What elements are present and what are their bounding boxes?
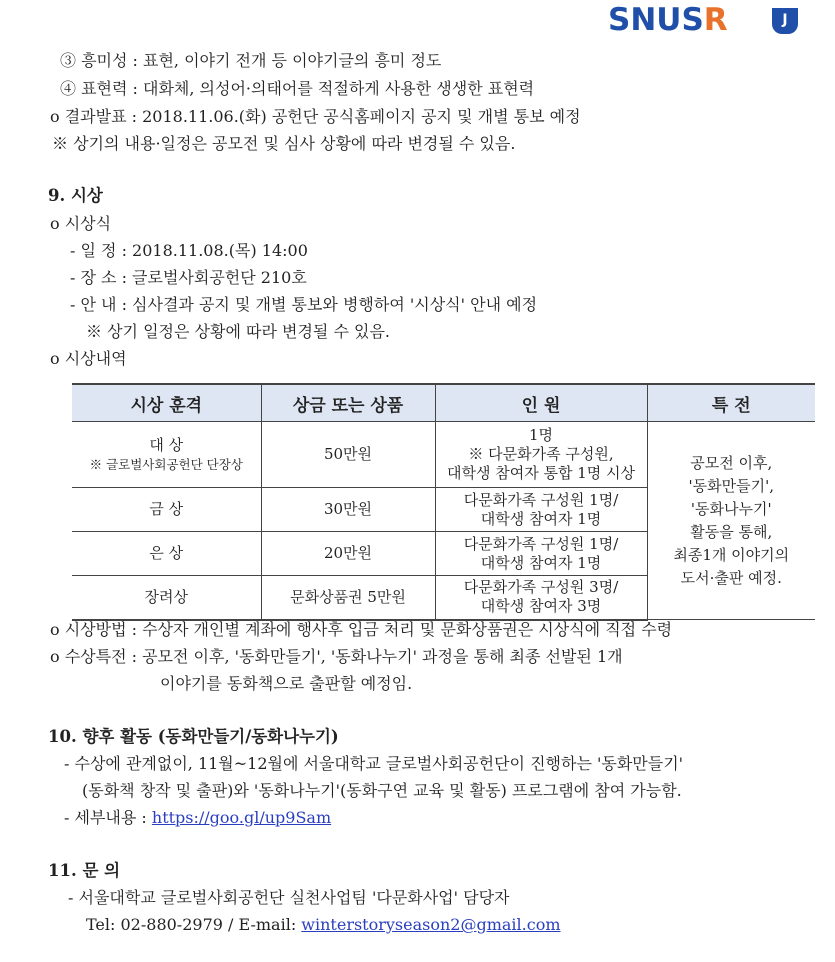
table-row — [72, 422, 815, 488]
header-award-grade: 시상 훈격 — [72, 384, 261, 422]
ceremony-guide: - 안 내 : 심사결과 공지 및 개별 통보와 병행하여 '시상식' 안내 예정 — [70, 295, 538, 314]
benefit-line: 활동을 통해, — [690, 522, 773, 541]
prize-cell: 20만원 — [261, 532, 435, 576]
contact-dept: - 서울대학교 글로벌사회공헌단 실천사업팀 '다문화사업' 담당자 — [68, 888, 510, 907]
award-benefit: o 수상특전 : 공모전 이후, '동화만들기', '동화나누기' 과정을 통해 최종 선발된 1개 — [50, 647, 623, 666]
activity-details — [64, 807, 331, 829]
contact-tel: Tel: 02-880-2979 / E-mail: — [86, 915, 302, 934]
people-line: ※ 다문화가족 구성원, — [468, 445, 614, 463]
benefit-line: '동화나누기' — [690, 499, 772, 518]
award-method: o 시상방법 : 수상자 개인별 계좌에 행사후 입금 처리 및 문화상품권은 시상식에 직접 수령 — [50, 620, 673, 639]
award-grade-note: ※ 글로벌사회공헌단 단장상 — [89, 456, 243, 472]
people-line: 대학생 참여자 통합 1명 시상 — [446, 464, 635, 482]
benefit-line: '동화만들기', — [688, 476, 774, 495]
people-line: 대학생 참여자 1명 — [480, 509, 602, 528]
table-header-row — [72, 384, 815, 422]
email-link[interactable]: winterstoryseason2@gmail.com — [301, 915, 561, 934]
people-cell — [435, 576, 647, 620]
logo-wordmark: SNUSR — [608, 2, 728, 38]
award-grade-cell — [72, 422, 261, 488]
people-cell — [435, 532, 647, 576]
benefit-cell — [647, 422, 815, 620]
logo-badge-icon: J — [772, 8, 798, 34]
award-grade: 장려상 — [72, 576, 261, 620]
benefit-line: 도서·출판 예정. — [680, 568, 782, 587]
prize-cell: 문화상품권 5만원 — [261, 576, 435, 620]
activity-desc-cont: (동화책 창작 및 출판)와 '동화나누기'(동화구연 교육 및 활동) 프로그램에 참여 가능함. — [82, 781, 682, 800]
schedule-notice: ※ 상기의 내용·일정은 공모전 및 심사 상황에 따라 변경될 수 있음. — [52, 134, 516, 153]
header-prize: 상금 또는 상품 — [261, 384, 435, 422]
award-table — [72, 383, 815, 621]
benefit-line: 최종1개 이야기의 — [673, 545, 790, 564]
people-cell — [435, 488, 647, 532]
ceremony-label: o 시상식 — [50, 214, 112, 233]
people-line: 다문화가족 구성원 1명/ — [463, 534, 619, 553]
people-line: 다문화가족 구성원 1명/ — [463, 490, 619, 509]
section-9-heading: 9. 시상 — [48, 186, 103, 205]
people-cell — [435, 422, 647, 488]
award-grade: 금 상 — [72, 488, 261, 532]
award-details-label: o 시상내역 — [50, 349, 127, 368]
section-11-heading: 11. 문 의 — [48, 861, 121, 880]
ceremony-notice: ※ 상기 일정은 상황에 따라 변경될 수 있음. — [86, 322, 390, 341]
benefit-line: 공모전 이후, — [690, 453, 773, 472]
criteria-interest: ③ 흥미성 : 표현, 이야기 전개 등 이야기글의 흥미 정도 — [60, 51, 442, 70]
prize-cell: 50만원 — [261, 422, 435, 488]
people-line: 다문화가족 구성원 3명/ — [463, 578, 619, 597]
award-grade: 대 상 — [149, 435, 184, 454]
header-benefit: 특 전 — [647, 384, 815, 422]
result-announcement: o 결과발표 : 2018.11.06.(화) 공헌단 공식홈페이지 공지 및 개별 통보 예정 — [50, 107, 581, 126]
ceremony-date: - 일 정 : 2018.11.08.(목) 14:00 — [70, 241, 308, 260]
criteria-expression: ④ 표현력 : 대화체, 의성어·의태어를 적절하게 사용한 생생한 표현력 — [60, 79, 535, 98]
activity-desc: - 수상에 관계없이, 11월~12월에 서울대학교 글로벌사회공헌단이 진행하는 '동화만들기' — [64, 754, 684, 773]
people-line: 1명 — [528, 426, 554, 444]
award-grade: 은 상 — [72, 532, 261, 576]
section-10-heading: 10. 향후 활동 (동화만들기/동화나누기) — [48, 727, 339, 746]
prize-cell: 30만원 — [261, 488, 435, 532]
people-line: 대학생 참여자 3명 — [480, 597, 602, 616]
contact-info — [86, 914, 561, 936]
activity-details-label: - 세부내용 : — [64, 808, 152, 827]
details-link[interactable]: https://goo.gl/up9Sam — [151, 808, 332, 827]
header-people: 인 원 — [435, 384, 647, 422]
ceremony-place: - 장 소 : 글로벌사회공헌단 210호 — [70, 268, 307, 287]
award-benefit-cont: 이야기를 동화책으로 출판할 예정임. — [160, 674, 413, 693]
snusr-logo — [608, 2, 798, 38]
people-line: 대학생 참여자 1명 — [480, 553, 602, 572]
